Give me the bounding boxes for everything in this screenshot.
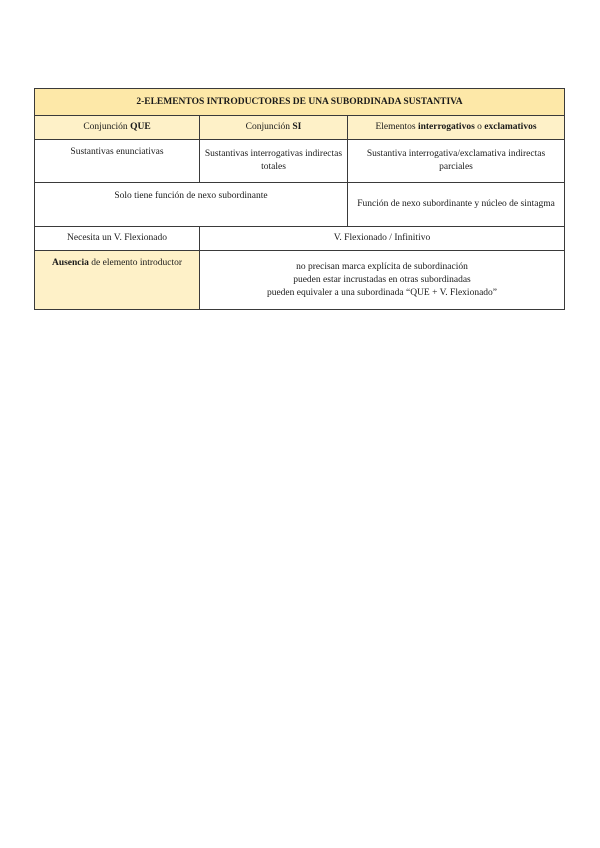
header-prefix: Elementos bbox=[375, 122, 418, 132]
cell-sustantivas-enunciativas: Sustantivas enunciativas bbox=[35, 140, 200, 183]
cell-interrogativas-totales: Sustantivas interrogativas indirectas totales bbox=[200, 140, 348, 183]
cell-ausencia-label bbox=[35, 251, 200, 310]
ausencia-rest: de elemento introductor bbox=[88, 258, 183, 268]
cell-solo-nexo: Solo tiene función de nexo subordinante bbox=[35, 183, 348, 227]
cell-interrogativas-parciales: Sustantiva interrogativa/exclamativa indirectas parciales bbox=[348, 140, 565, 183]
note-line: pueden estar incrustadas en otras subordinadas bbox=[293, 274, 471, 285]
subordinate-introducers-table bbox=[34, 88, 565, 310]
header-connector: o bbox=[474, 122, 485, 132]
cell-flexionado-infinitivo: V. Flexionado / Infinitivo bbox=[200, 227, 565, 251]
ausencia-bold: Ausencia bbox=[51, 258, 89, 268]
note-line: pueden equivaler a una subordinada “QUE + V. Flexionado” bbox=[266, 287, 498, 298]
header-conjuncion-que bbox=[35, 116, 200, 140]
header-conjuncion-si bbox=[200, 116, 348, 140]
cell-necesita-flexionado: Necesita un V. Flexionado bbox=[35, 227, 200, 251]
header-prefix: Conjunción bbox=[245, 122, 293, 132]
header-bold: SI bbox=[292, 122, 302, 132]
table-title: 2-ELEMENTOS INTRODUCTORES DE UNA SUBORDINADA SUSTANTIVA bbox=[35, 89, 565, 116]
header-bold: interrogativos bbox=[417, 122, 475, 132]
cell-ausencia-notes bbox=[200, 251, 565, 310]
cell-nexo-y-nucleo: Función de nexo subordinante y núcleo de sintagma bbox=[348, 183, 565, 227]
note-line: no precisan marca explícita de subordinación bbox=[296, 261, 468, 272]
header-elementos bbox=[348, 116, 565, 140]
header-bold: exclamativos bbox=[484, 122, 537, 132]
header-bold: QUE bbox=[130, 122, 151, 132]
header-prefix: Conjunción bbox=[83, 122, 131, 132]
